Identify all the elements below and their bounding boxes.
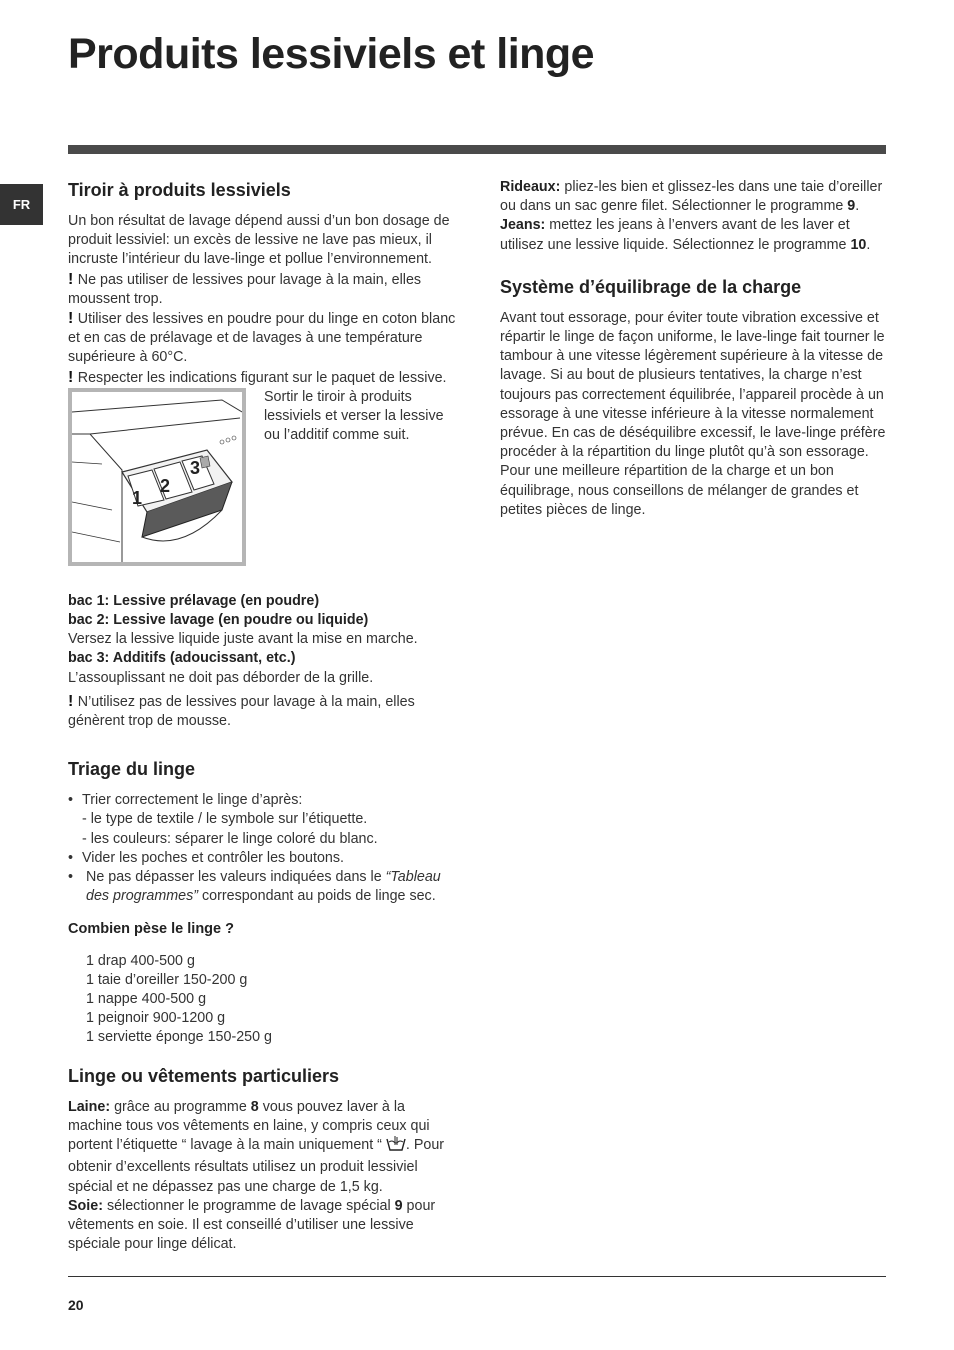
bac2-label: bac 2: Lessive lavage (en poudre ou liquide) [68,612,369,629]
warning-handwash-detergent: ! N’utilisez pas de lessives pour lavage à la main, elles génèrent trop de mousse. [68,692,458,731]
footer-divider [68,1276,886,1277]
title-divider [68,145,886,154]
drawer-caption: Sortir le tiroir à produits lessiviels et verser la lessive ou l’additif comme suit. [264,388,444,444]
section-particuliers [68,1064,458,1255]
list-item: - le type de textile / le symbole sur l’étiquette. [82,811,368,828]
compartment-label-2: 2 [160,475,171,496]
language-tab: FR [0,184,43,225]
detergent-drawer-drawing [72,392,242,562]
warning-handwash-foam: ! Ne pas utiliser de lessives pour lavage à la main, elles moussent trop. [68,270,458,309]
soie-paragraph: Soie: sélectionner le programme de lavage spécial 9 pour vêtements en soie. Il est conseillé d’utiliser une lessive spéciale pour linge délicat. [68,1197,436,1253]
drawer-figure-row [68,388,458,566]
list-item: • Vider les poches et contrôler les boutons. [68,849,458,868]
section-triage [68,757,458,1047]
jeans-paragraph: Jeans: mettez les jeans à l’envers avant de les laver et utilisez une lessive liquide. Sélectionnez le programme 10. [500,217,871,253]
weights-list [68,952,458,1048]
bac3-label: bac 3: Additifs (adoucissant, etc.) [68,650,296,667]
tiroir-intro: Un bon résultat de lavage dépend aussi d’un bon dosage de produit lessiviel: un excès de lessive ne lave pas mieux, il incruste l’intérieur du lave-linge et pollue l’environnement. [68,213,450,268]
warning-powder: ! Utiliser des lessives en poudre pour du linge en coton blanc et en cas de prélavage et de lavages à une température supérieure à 60°C. [68,309,458,368]
list-item: 1 peignoir 900-1200 g [86,1010,226,1027]
rideaux-paragraph: Rideaux: pliez-les bien et glissez-les dans une taie d’oreiller ou dans un sac genre filet. Sélectionner le programme 9. [500,179,883,215]
laine-paragraph: Laine: grâce au programme 8 vous pouvez laver à la machine tous vos vêtements en laine, y compris ceux qui portent l’étiquette “ lavage à la main uniquement “ . Pour obtenir d’excellents résultats utilisez un produit lessiviel spécial et ne dépassez pas une charge de 1,5 kg. [68,1098,445,1195]
compartment-label-1: 1 [132,487,143,508]
hand-wash-icon [386,1136,406,1158]
list-item: 1 serviette éponge 150-250 g [86,1029,272,1046]
heading-tiroir: Tiroir à produits lessiviels [68,180,291,200]
right-column [500,178,890,520]
compartment-list [68,592,458,731]
page-title: Produits lessiviels et linge [68,30,595,78]
bac2-note: Versez la lessive liquide juste avant la mise en marche. [68,631,418,648]
compartment-label-3: 3 [190,457,201,478]
list-item: 1 drap 400-500 g [86,952,195,969]
list-item: 1 taie d’oreiller 150-200 g [86,971,248,988]
left-column [68,178,458,1254]
heading-equilibrage: Système d’équilibrage de la charge [500,276,802,297]
bac1-label: bac 1: Lessive prélavage (en poudre) [68,592,320,609]
heading-particuliers: Linge ou vêtements particuliers [68,1065,340,1086]
list-item: - les couleurs: séparer le linge coloré du blanc. [82,830,378,847]
list-item: 1 nappe 400-500 g [86,991,207,1008]
triage-list [68,791,458,906]
section-equilibrage [500,275,890,520]
equilibrage-body: Avant tout essorage, pour éviter toute vibration excessive et répartir le linge de façon uniforme, le lave-linge fait tourner le tambour à une vitesse légèrement supérieure à la vitesse de lavage. Si au bout de plusieurs tentatives, la charge n’est toujours pas correctement équilibrée, l’appareil procède à un essorage à une vitesse inférieure à la vitesse normalement prévue. En cas de déséquilibre excessif, le lave-linge préfère procéder à la répartition du linge plutôt qu’à son essorage. Pour une meilleure répartition de la charge et un bon équilibrage, nous conseillons de mélanger de grandes et petites pièces de linge. [500,309,886,518]
page-number: 20 [68,1297,84,1313]
bac3-note: L’assouplissant ne doit pas déborder de la grille. [68,669,374,686]
list-item: • Trier correctement le linge d’après: [68,791,458,810]
warning-package: ! Respecter les indications figurant sur le paquet de lessive. [68,368,458,388]
heading-triage: Triage du linge [68,759,196,780]
list-item: • Ne pas dépasser les valeurs indiquées dans le “Tableau des programmes” correspondant au poids de linge sec. [68,868,458,906]
subheading-weights: Combien pèse le linge ? [68,921,234,938]
drawer-illustration [68,388,246,566]
